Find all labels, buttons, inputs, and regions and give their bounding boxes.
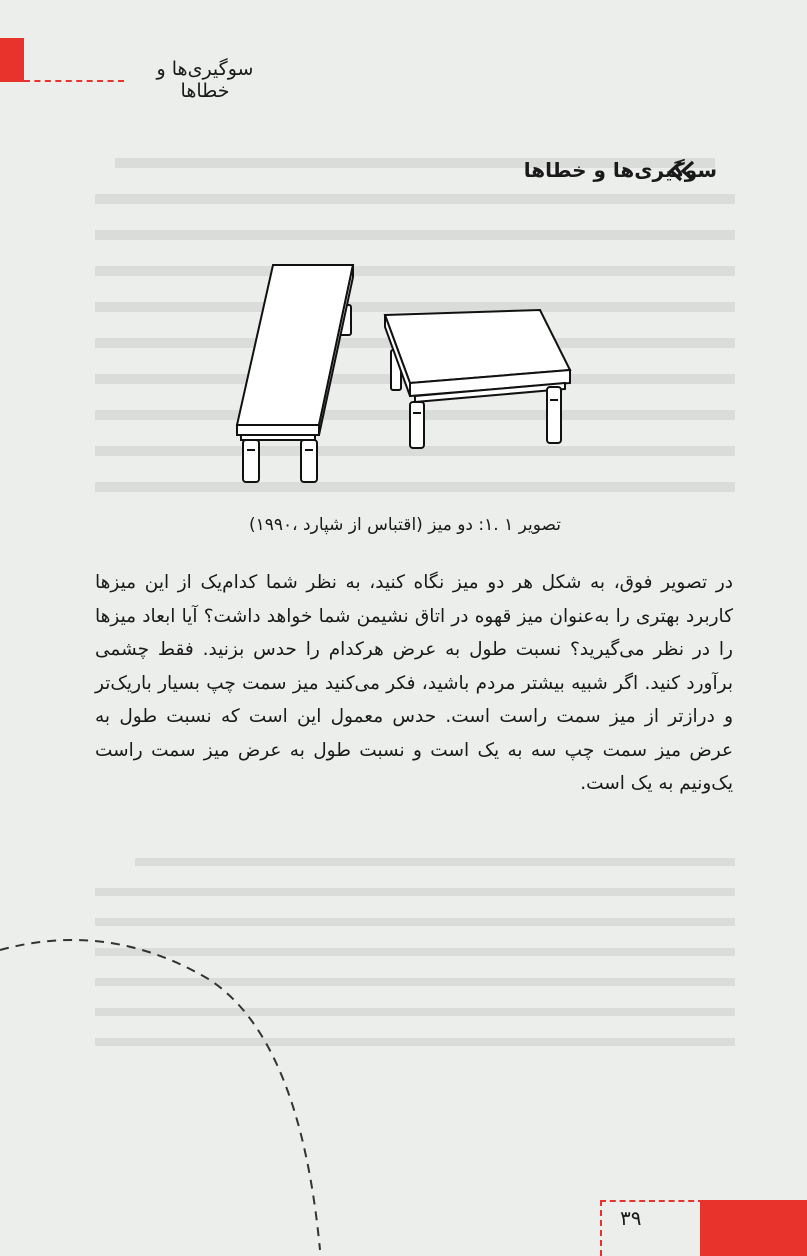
running-header-title: سوگیری‌ها و خطاها xyxy=(156,58,254,102)
bottom-red-corner-block xyxy=(700,1200,807,1256)
dashed-arc-decoration xyxy=(0,930,330,1256)
page-number: ۳۹ xyxy=(620,1206,642,1230)
right-table-drawing xyxy=(385,310,570,448)
section-heading: سوگیری‌ها و خطاها xyxy=(523,158,717,182)
page-number-frame xyxy=(600,1200,704,1256)
body-paragraph xyxy=(95,566,733,801)
two-tables-illusion-figure xyxy=(225,255,585,500)
left-table-drawing xyxy=(237,265,353,482)
figure-caption: تصویر ۱ .۱: دو میز (اقتباس از شپارد ،۱۹۹۰) xyxy=(248,515,562,535)
paragraph-text: در تصویر فوق، به شکل هر دو میز نگاه کنید، به نظر شما کدام‌یک از این میزها کاربرد بهتری را به‌عنوان میز قهوه در اتاق نشیمن شما خواهد داشت؟ آیا ابعاد میزها را در نظر می‌گیرید؟ نسبت طول به عرض هرکدام را حدس بزنید. فقط چشمی برآورد کنید. اگر شبیه بیشتر مردم باشید، فکر می‌کنید میز سمت چپ بسیار باریک‌تر و درازتر از میز سمت راست است. حدس معمول این است که نسبت طول به عرض میز سمت چپ سه به یک است و نسبت طول به عرض میز سمت راست یک‌ونیم به یک است. xyxy=(95,572,733,794)
top-dashed-rule xyxy=(24,80,124,82)
top-red-corner-block xyxy=(0,38,24,82)
